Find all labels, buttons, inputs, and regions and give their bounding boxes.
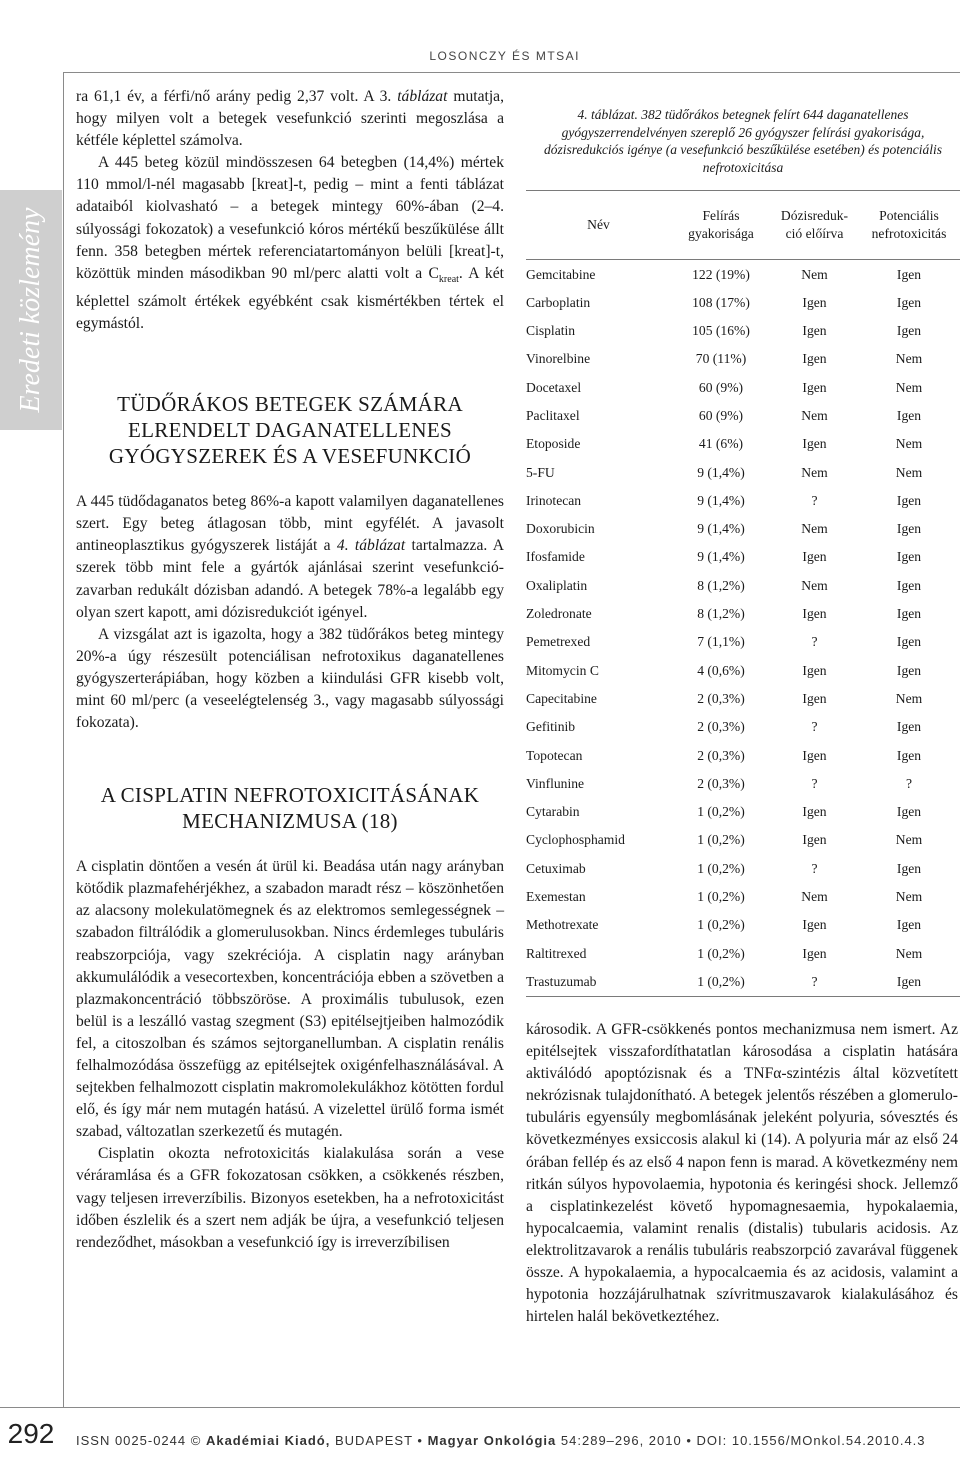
nephrotoxicity-cell: Igen <box>896 662 922 678</box>
drug-name-cell: Docetaxel <box>526 379 582 395</box>
frequency-cell: 1 (0,2%) <box>671 968 771 997</box>
dose-reduction-cell: Nem <box>801 266 828 282</box>
frequency-cell: 1 (0,2%) <box>697 860 745 876</box>
table-row <box>526 855 960 883</box>
frequency-cell: 2 (0,3%) <box>697 747 745 763</box>
drug-name-cell: Methotrexate <box>526 917 599 933</box>
drug-name-cell: Trastuzumab <box>526 968 671 997</box>
paragraph-text: A 445 beteg közül mindösszesen 64 betegben (14,4%) mértek 110 mmol/l-nél magasabb [kreat]-t, pedig – mint a fenti táblázat adataiból kiolvasható – a betegek mintegy 60%-ában (2–4. súlyossági fokozatok) a vesefunkció kóros mértékű beszűkülése állt fenn. 358 betegben mértek referenciatartományon belüli [kreat]-t, közöttük minden másodikban 90 ml/perc alatti volt a <box>76 154 504 282</box>
dose-reduction-cell: Igen <box>802 945 827 961</box>
drug-name-cell: Exemestan <box>526 889 586 905</box>
nephrotoxicity-cell: Igen <box>896 521 922 537</box>
footer-issn: ISSN 0025-0244 © <box>76 1433 202 1448</box>
frequency-cell: 9 (1,4%) <box>697 464 745 480</box>
table-block <box>526 106 960 997</box>
dose-reduction-cell: Igen <box>802 690 827 706</box>
footer-city: BUDAPEST • <box>334 1433 423 1448</box>
dose-reduction-cell: Igen <box>802 747 827 763</box>
drug-name-cell: Vinflunine <box>526 775 585 791</box>
nephrotoxicity-cell: Igen <box>896 408 922 423</box>
drug-name-cell: Cetuximab <box>526 860 586 876</box>
table-row <box>526 798 960 826</box>
nephrotoxicity-cell: Nem <box>895 690 923 706</box>
dose-reduction-cell: ? <box>771 968 858 997</box>
frequency-cell: 122 (19%) <box>692 266 750 282</box>
dose-reduction-cell: ? <box>811 634 818 650</box>
nephrotoxicity-cell: Igen <box>896 747 922 763</box>
caption-label: 4. táblázat. <box>577 107 638 122</box>
nephrotoxicity-cell: Nem <box>895 832 923 848</box>
nephrotoxicity-cell: Nem <box>895 436 923 452</box>
nephrotoxicity-cell: Nem <box>895 889 923 905</box>
drug-name-cell: Topotecan <box>526 747 583 763</box>
paragraph-text: . A két képlettel számolt értékek egyébként csak kismértékben tértek el egymástól. <box>76 264 504 333</box>
dose-reduction-cell: ? <box>811 775 818 791</box>
nephrotoxicity-cell: ? <box>905 775 913 791</box>
drug-name-cell: Vinorelbine <box>526 351 591 367</box>
formula-c: C <box>428 264 439 282</box>
header-line: Potenciális <box>879 208 939 224</box>
nephrotoxicity-cell: Igen <box>896 634 922 650</box>
heading-line: MECHANIZMUSA (18) <box>182 809 398 834</box>
nephrotoxicity-cell: Igen <box>896 577 922 593</box>
nephrotoxicity-cell: Igen <box>896 804 922 820</box>
section-heading <box>76 782 504 834</box>
footer-journal: Magyar Onkológia <box>427 1433 557 1448</box>
side-label-text: Eredeti közlemény <box>15 207 46 413</box>
table-row <box>526 826 960 854</box>
table-row <box>526 515 960 543</box>
frequency-cell: 9 (1,4%) <box>697 549 745 565</box>
heading-line: TÜDŐRÁKOS BETEGEK SZÁMÁRA <box>117 392 463 417</box>
table-row <box>526 543 960 571</box>
paragraph: Cisplatin okozta nefrotoxicitás kialakulása során a vese véráramlása és a GFR fokozatosan csökken, a csökkenés részben, vagy teljesen irreverzíbilis. Bizonyos esetekben, ha a nefrotoxicitást időben észlelik és a szert nem adják be újra, a vesefunkció teljesen rendeződhet, másokban a vesefunkció így is irreverzíbilisen <box>76 1145 504 1251</box>
right-column-text <box>526 1019 958 1328</box>
frequency-cell: 2 (0,3%) <box>697 775 745 791</box>
table-row <box>526 572 960 600</box>
frequency-cell: 8 (1,2%) <box>697 606 745 622</box>
frequency-cell: 1 (0,2%) <box>697 945 745 961</box>
nephrotoxicity-cell: Igen <box>896 549 922 565</box>
table-row <box>526 713 960 741</box>
table-row <box>526 458 960 486</box>
page-number: 292 <box>7 1418 55 1449</box>
table-header-row <box>526 191 960 260</box>
table-row <box>526 430 960 458</box>
dose-reduction-cell: Nem <box>801 577 828 593</box>
table-row <box>526 289 960 317</box>
frequency-cell: 4 (0,6%) <box>697 662 745 678</box>
dose-reduction-cell: Igen <box>802 917 827 933</box>
drug-name-cell: Raltitrexed <box>526 945 587 961</box>
dose-reduction-cell: Igen <box>802 323 827 339</box>
table-row <box>526 657 960 685</box>
dose-reduction-cell: Nem <box>801 408 828 423</box>
dose-reduction-cell: Igen <box>802 436 827 452</box>
heading-line: ELRENDELT DAGANATELLENES <box>128 418 452 443</box>
nephrotoxicity-cell: Nem <box>895 945 923 961</box>
dose-reduction-cell: Igen <box>802 606 827 622</box>
paragraph <box>76 491 504 624</box>
heading-line: A CISPLATIN NEFROTOXICITÁSÁNAK <box>100 783 480 808</box>
nephrotoxicity-cell: Nem <box>895 464 923 480</box>
header-name: Név <box>526 191 671 260</box>
drug-name-cell: Etoposide <box>526 436 581 452</box>
left-column <box>76 86 504 1254</box>
drug-name-cell: Zoledronate <box>526 606 592 622</box>
dose-reduction-cell: Nem <box>801 464 828 480</box>
frequency-cell: 60 (9%) <box>698 379 744 395</box>
drug-name-cell: Paclitaxel <box>526 408 580 423</box>
top-rule <box>63 72 960 73</box>
header-frequency <box>671 191 771 260</box>
frequency-cell: 1 (0,2%) <box>697 917 745 933</box>
drug-name-cell: Cisplatin <box>526 323 576 339</box>
dose-reduction-cell: Nem <box>801 521 828 537</box>
header-nephrotoxicity <box>858 191 960 260</box>
dose-reduction-cell: Igen <box>802 379 827 395</box>
frequency-cell: 41 (6%) <box>698 436 744 452</box>
frequency-cell: 70 (11%) <box>695 351 747 367</box>
paragraph-text: tartalmazza. A szerek több mint fele a gyártók ajánlásai szerint vesefunkció-zavarban redukált dózisban adandó. A betegek 78%-a legalább egy olyan szert kapott, ami dózisredukciót igényel. <box>76 537 505 621</box>
nephrotoxicity-cell: Igen <box>896 492 922 508</box>
frequency-cell: 9 (1,4%) <box>697 521 745 537</box>
header-line: Dózisreduk- <box>780 208 849 224</box>
nephrotoxicity-cell: Igen <box>896 266 922 282</box>
table-row <box>526 770 960 798</box>
dose-reduction-cell: Igen <box>802 662 827 678</box>
table-row <box>526 487 960 515</box>
dose-reduction-cell: ? <box>811 719 818 735</box>
table-row <box>526 968 960 997</box>
drug-name-cell: Gefitinib <box>526 719 576 735</box>
table-body <box>526 260 960 997</box>
nephrotoxicity-cell: Igen <box>896 323 922 339</box>
section-heading <box>76 391 504 469</box>
header-line: ció előírva <box>785 226 844 242</box>
nephrotoxicity-cell: Igen <box>896 719 922 735</box>
table-caption <box>526 106 960 176</box>
drug-name-cell: Oxaliplatin <box>526 577 588 593</box>
nephrotoxicity-cell: Igen <box>896 606 922 622</box>
drug-name-cell: Cyclophosphamid <box>526 832 625 848</box>
dose-reduction-cell: ? <box>811 492 818 508</box>
frequency-cell: 2 (0,3%) <box>697 719 745 735</box>
footer-rule <box>0 1407 960 1408</box>
table-reference: 4. táblázat <box>336 537 406 555</box>
table-row <box>526 345 960 373</box>
table-row <box>526 940 960 968</box>
dose-reduction-cell: Igen <box>802 804 827 820</box>
drug-name-cell: Gemcitabine <box>526 266 596 282</box>
running-header: LOSONCZY ÉS MTSAI <box>429 49 580 63</box>
drug-name-cell: Ifosfamide <box>526 549 585 565</box>
footer-publisher: Akadémiai Kiadó, <box>205 1433 331 1448</box>
dose-reduction-cell: Igen <box>802 549 827 565</box>
drug-name-cell: Irinotecan <box>526 492 582 508</box>
frequency-cell: 1 (0,2%) <box>697 832 745 848</box>
drug-name-cell: Mitomycin C <box>526 662 599 678</box>
dose-reduction-cell: Igen <box>802 832 827 848</box>
drug-name-cell: Pemetrexed <box>526 634 591 650</box>
frequency-cell: 2 (0,3%) <box>697 690 745 706</box>
paragraph-text: A 445 tüdődaganatos beteg 86%-a kapott valamilyen daganatellenes szert. Egy beteg átlagosan több, mint egyfélét. A javasolt antineoplasztikus gyógyszerek listáját a <box>76 493 504 555</box>
frequency-cell: 7 (1,1%) <box>697 634 745 650</box>
drug-name-cell: 5-FU <box>526 464 555 480</box>
paragraph: ra 61,1 év, a férfi/nő arány pedig 2,37 volt. A 3. táblázat mutatja, hogy milyen volt a betegek vesefunkció szerinti megoszlása a kétféle képlettel számolva. <box>76 88 504 150</box>
drug-name-cell: Cytarabin <box>526 804 580 820</box>
table-row <box>526 600 960 628</box>
table-row <box>526 685 960 713</box>
frequency-cell: 9 (1,4%) <box>697 492 745 508</box>
nephrotoxicity-cell: Igen <box>896 917 922 933</box>
frequency-cell: 108 (17%) <box>692 294 750 310</box>
table-row <box>526 402 960 430</box>
paragraph: károsodik. A GFR-csökkenés pontos mechanizmusa nem ismert. Az epitélsejtek visszafordíthatatlan károsodása a cisplatin hatására aktiválódó apoptózisnak és a TNFα-szintézis által közvetített nekrózisnak tulajdonítható. A betegek jelentős részében a glomerulo-tubuláris egyensúly megbomlásának jeleként polyuria, sóvesztés és következményes exsiccosis alakul ki (14). A polyuria már az első 24 órában fellép és az első 4 napon fenn is marad. A következmény nem ritkán súlyos hypovolaemia, hypotonia és keringési shock. Jellemző a cisplatinkezelést követő hypomagnesaemia, hypokalaemia, hypocalcaemia, valamint renalis (distalis) tubularis acidosis. Az elektrolitzavarok a renális tubuláris reabszorpció zavarával függenek össze. A hypokalaemia, a hypocalcaemia és az acidosis, valamint a hypotonia hozzájárulhatnak szívritmuszavarok kialakulásához és hirtelen halál bekövetkeztéhez. <box>526 1021 958 1326</box>
dose-reduction-cell: Nem <box>801 889 828 905</box>
frequency-cell: 105 (16%) <box>692 323 750 339</box>
paragraph: A vizsgálat azt is igazolta, hogy a 382 tüdőrákos beteg mintegy 20%-a úgy részesült potenciálisan nefrotoxikus daganatellenes gyógyszerterápiában, hogy közben a kiindulási GFR kisebb volt, mint 60 ml/perc (a veseelégtelenség 3., vagy magasabb súlyossági fokozata). <box>76 625 504 732</box>
section-side-label <box>0 190 62 430</box>
footer-citation <box>76 1433 926 1448</box>
formula-subscript: kreat <box>438 273 459 285</box>
heading-line: GYÓGYSZEREK ÉS A VESEFUNKCIÓ <box>108 444 472 469</box>
frequency-cell: 60 (9%) <box>698 408 744 423</box>
nephrotoxicity-cell: Nem <box>895 379 923 395</box>
table-row <box>526 317 960 345</box>
header-line: Felírás <box>702 208 740 224</box>
column-divider <box>63 72 64 1407</box>
table-row <box>526 741 960 769</box>
table-row <box>526 883 960 911</box>
drug-name-cell: Carboplatin <box>526 294 591 310</box>
caption-text: 382 tüdőrákos betegnek felírt 644 daganatellenes gyógyszerrendelvényen szereplő 26 gyógyszer felírási gyakorisága, dózisredukciós igénye (a vesefunkció beszűkülése esetében) és potenciális nefrotoxicitása <box>544 107 942 175</box>
dose-reduction-cell: ? <box>811 860 818 876</box>
table-row <box>526 260 960 289</box>
nephrotoxicity-cell: Igen <box>858 968 960 997</box>
table-row <box>526 911 960 939</box>
table-row <box>526 374 960 402</box>
nephrotoxicity-cell: Igen <box>896 294 922 310</box>
footer-details: 54:289–296, 2010 • DOI: 10.1556/MOnkol.54.2010.4.3 <box>560 1433 926 1448</box>
drug-name-cell: Doxorubicin <box>526 521 595 537</box>
paragraph <box>76 152 504 335</box>
header-dose-reduction <box>771 191 858 260</box>
frequency-cell: 8 (1,2%) <box>697 577 745 593</box>
frequency-cell: 1 (0,2%) <box>697 889 745 905</box>
header-line: nefrotoxicitás <box>871 226 947 242</box>
nephrotoxicity-cell: Nem <box>895 351 923 367</box>
dose-reduction-cell: Igen <box>802 351 827 367</box>
frequency-cell: 1 (0,2%) <box>697 804 745 820</box>
drug-name-cell: Capecitabine <box>526 690 597 706</box>
header-line: gyakorisága <box>688 226 754 242</box>
dose-reduction-cell: Igen <box>802 294 827 310</box>
paragraph: A cisplatin döntően a vesén át ürül ki. Beadása után nagy arányban kötődik plazmafehérjékhez, a szabadon maradt rész – köszönhetően az alacsony molekulatömegnek és az elektromos semlegességnek – szabadon filtrálódik a glomerulusokban. Nincs érdemleges tubuláris reabszorpciója, vagy szekréciója. A cisplatin nagy arányban akkumulálódik a vesecortexben, koncentrációja ebben a szövetben a plazmakoncentráció többszöröse. A proximális tubulusok, ezen belül is a leszálló vastag szegment (S3) epitélsejtjeiben halmozódik fel, a citoszolban és számos sejtorganellumban. A cisplatin renális felhalmozódása összefügg az epitélsejtek oxigénfelhasználásával. A sejtekben felhalmozott cisplatin makromolekulákhoz kötötten fordul elő, és így már nem mutagén hatású. A vizelettel ürülő forma ismét szabad, változatlan szerkezetű és mutagén. <box>76 858 504 1141</box>
drug-table <box>526 190 960 997</box>
nephrotoxicity-cell: Igen <box>896 860 922 876</box>
table-row <box>526 628 960 656</box>
